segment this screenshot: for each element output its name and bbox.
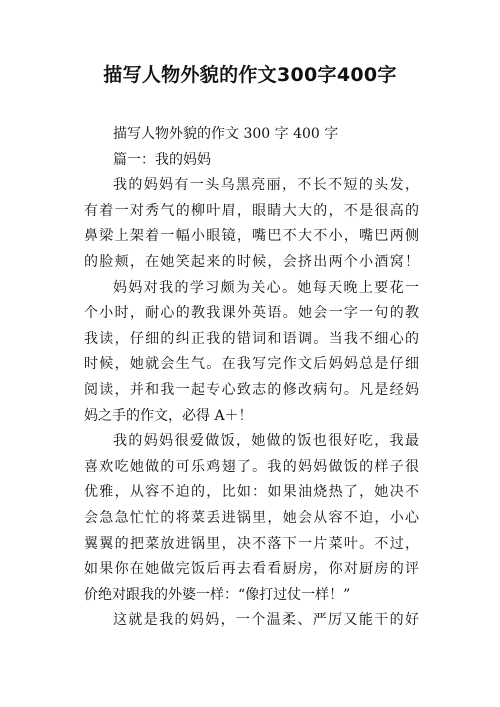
text-line: 有着一对秀气的柳叶眉，眼睛大大的，不是很高的	[84, 202, 419, 219]
text-line: 优雅，从容不迫的，比如：如果油烧热了，她决不	[84, 484, 419, 501]
text-line: 这就是我的妈妈，一个温柔、严厉又能干的好	[113, 612, 419, 629]
text-line: 妈之手的作文，必得 A＋！	[84, 407, 253, 424]
text-line: 会急急忙忙的将菜丢进锅里，她会从容不迫，小心	[84, 509, 419, 526]
document-title: 描写人物外貌的作文300字400字	[103, 64, 397, 86]
text-line: 描写人物外貌的作文 300 字 400 字	[113, 126, 339, 142]
text-line: 如果你在她做完饭后再去看看厨房，你对厨房的评	[84, 561, 419, 578]
text-line: 翼翼的把菜放进锅里，决不落下一片菜叶。不过，	[84, 535, 419, 552]
text-line: 价绝对跟我的外婆一样：“像打过仗一样！”	[84, 586, 351, 603]
text-line: 篇一：我的妈妈	[113, 151, 211, 168]
document-body	[84, 122, 419, 634]
text-line: 妈妈对我的学习颇为关心。她每天晚上要花一	[113, 279, 419, 296]
text-line: 我的妈妈很爱做饭，她做的饭也很好吃，我最	[113, 433, 419, 450]
text-line: 时候，她就会生气。在我写完作文后妈妈总是仔细	[84, 356, 419, 373]
text-line: 我的妈妈有一头乌黑亮丽，不长不短的头发，	[113, 177, 419, 194]
text-line: 我读，仔细的纠正我的错词和语调。当我不细心的	[84, 330, 419, 347]
text-line: 个小时，耐心的教我课外英语。她会一字一句的教	[84, 305, 419, 322]
text-line: 喜欢吃她做的可乐鸡翅了。我的妈妈做饭的样子很	[84, 458, 419, 475]
text-line: 的脸颊，在她笑起来的时候，会挤出两个小酒窝！	[84, 253, 419, 270]
text-line: 鼻梁上架着一幅小眼镜，嘴巴不大不小，嘴巴两侧	[84, 228, 419, 245]
text-line: 阅读，并和我一起专心致志的修改病句。凡是经妈	[84, 381, 419, 398]
